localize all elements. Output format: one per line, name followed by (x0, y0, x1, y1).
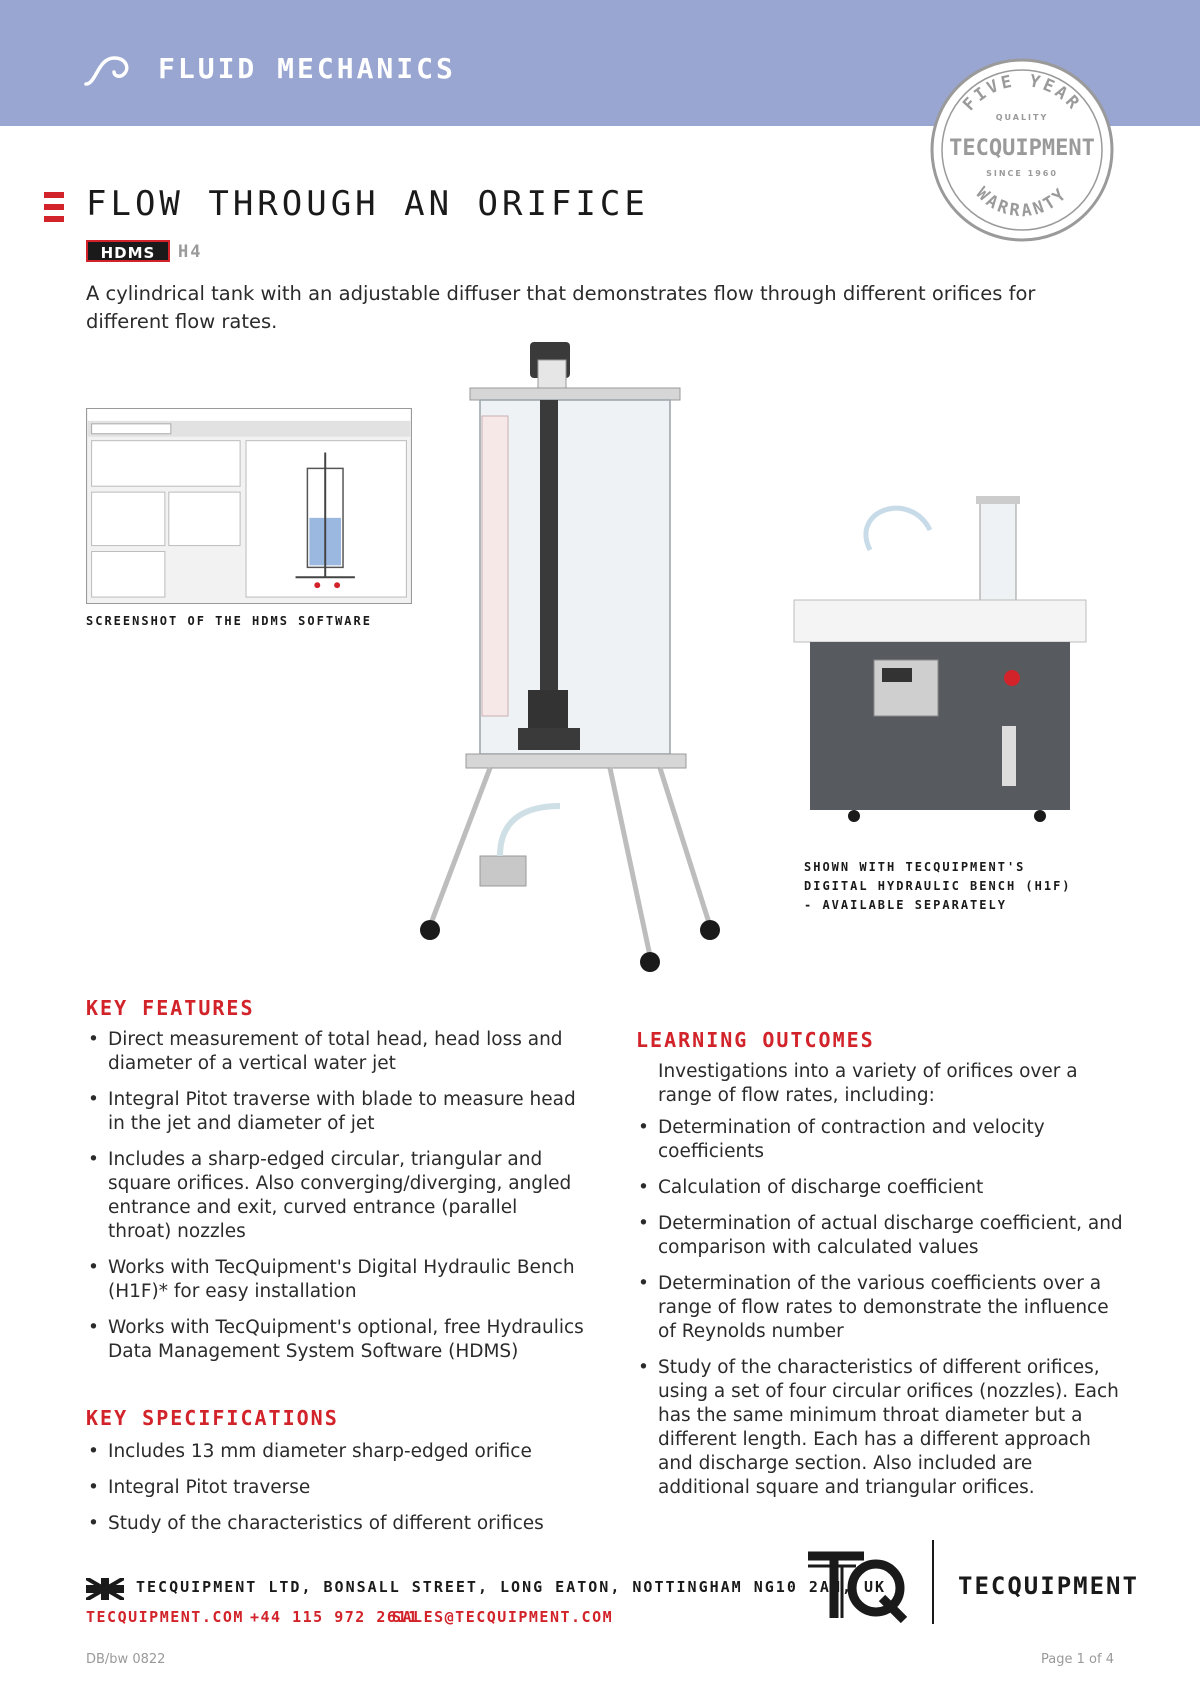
list-item: • Works with TecQuipment's optional, free Hydraulics Data Management System Software (HDMS) (86, 1316, 586, 1364)
stamp-brand: TECQUIPMENT (949, 136, 1095, 161)
learning-outcomes-intro: Investigations into a variety of orifices over a range of flow rates, including: (658, 1061, 1078, 1106)
hdms-badge: HDMS (86, 240, 170, 262)
phone-link[interactable]: +44 115 972 2611 (250, 1608, 419, 1626)
warranty-stamp (928, 56, 1116, 244)
document-reference: DB/bw 0822 (86, 1652, 166, 1667)
stamp-since: SINCE 1960 (986, 169, 1058, 178)
stamp-bottom-text: WARRANTY (971, 183, 1073, 222)
list-item: • Study of the characteristics of different orifices (86, 1512, 586, 1536)
list-item: • Includes a sharp-edged circular, triangular and square orifices. Also converging/diverging, angled entrance and exit, curved entrance (parallel throat) nozzles (86, 1148, 586, 1244)
list-item: • Determination of the various coefficients over a range of flow rates to demonstrate the influence of Reynolds number (636, 1272, 1126, 1344)
stamp-quality: QUALITY (995, 113, 1049, 122)
list-item: • Works with TecQuipment's Digital Hydraulic Bench (H1F)* for easy installation (86, 1256, 586, 1304)
list-item: • Direct measurement of total head, head loss and diameter of a vertical water jet (86, 1028, 586, 1076)
key-specifications-list (86, 1440, 586, 1548)
company-wordmark: TECQUIPMENT (958, 1572, 1139, 1600)
list-item: • Integral Pitot traverse (86, 1476, 586, 1500)
tq-logo-icon (804, 1548, 908, 1624)
key-features-list (86, 1028, 586, 1376)
bench-caption: SHOWN WITH TECQUIPMENT'S DIGITAL HYDRAULIC BENCH (H1F) - AVAILABLE SEPARATELY (804, 860, 1072, 912)
logo-divider (932, 1540, 934, 1624)
list-item: • Determination of actual discharge coefficient, and comparison with calculated values (636, 1212, 1126, 1260)
wave-logo-icon (84, 50, 136, 90)
screenshot-caption: SCREENSHOT OF THE HDMS SOFTWARE (86, 614, 372, 628)
union-flag-icon (86, 1578, 124, 1600)
stamp-top-text: FIVE YEAR (959, 71, 1085, 116)
list-item: • Study of the characteristics of different orifices, using a set of four circular orifices (nozzles). Each has the same minimum throat diameter but a different length. Each has a different approach and discharge section. Also included are additional square and triangular orifices. (636, 1356, 1126, 1500)
list-item: • Calculation of discharge coefficient (636, 1176, 1126, 1200)
list-item: • Includes 13 mm diameter sharp-edged orifice (86, 1440, 586, 1464)
company-address: TECQUIPMENT LTD, BONSALL STREET, LONG EATON, NOTTINGHAM NG10 2AN, UK (136, 1578, 887, 1596)
learning-outcomes-heading: LEARNING OUTCOMES (636, 1028, 875, 1052)
title-accent-bars (44, 192, 64, 224)
section-title: FLUID MECHANICS (158, 52, 456, 85)
website-link[interactable]: TECQUIPMENT.COM (86, 1608, 244, 1626)
list-item: • Determination of contraction and velocity coefficients (636, 1116, 1126, 1164)
email-link[interactable]: SALES@TECQUIPMENT.COM (392, 1608, 614, 1626)
orifice-tank-photo (410, 336, 730, 976)
product-intro: A cylindrical tank with an adjustable diffuser that demonstrates flow through different orifices for different flow rates. (86, 282, 1036, 333)
product-code: H4 (178, 242, 203, 262)
key-specifications-heading: KEY SPECIFICATIONS (86, 1406, 339, 1430)
page-number: Page 1 of 4 (1041, 1652, 1114, 1667)
list-item: • Integral Pitot traverse with blade to measure head in the jet and diameter of jet (86, 1088, 586, 1136)
hydraulic-bench-photo (790, 490, 1090, 840)
key-features-heading: KEY FEATURES (86, 996, 255, 1020)
page-title: FLOW THROUGH AN ORIFICE (86, 184, 649, 224)
learning-outcomes-list (636, 1116, 1126, 1512)
hdms-software-screenshot (86, 408, 412, 604)
